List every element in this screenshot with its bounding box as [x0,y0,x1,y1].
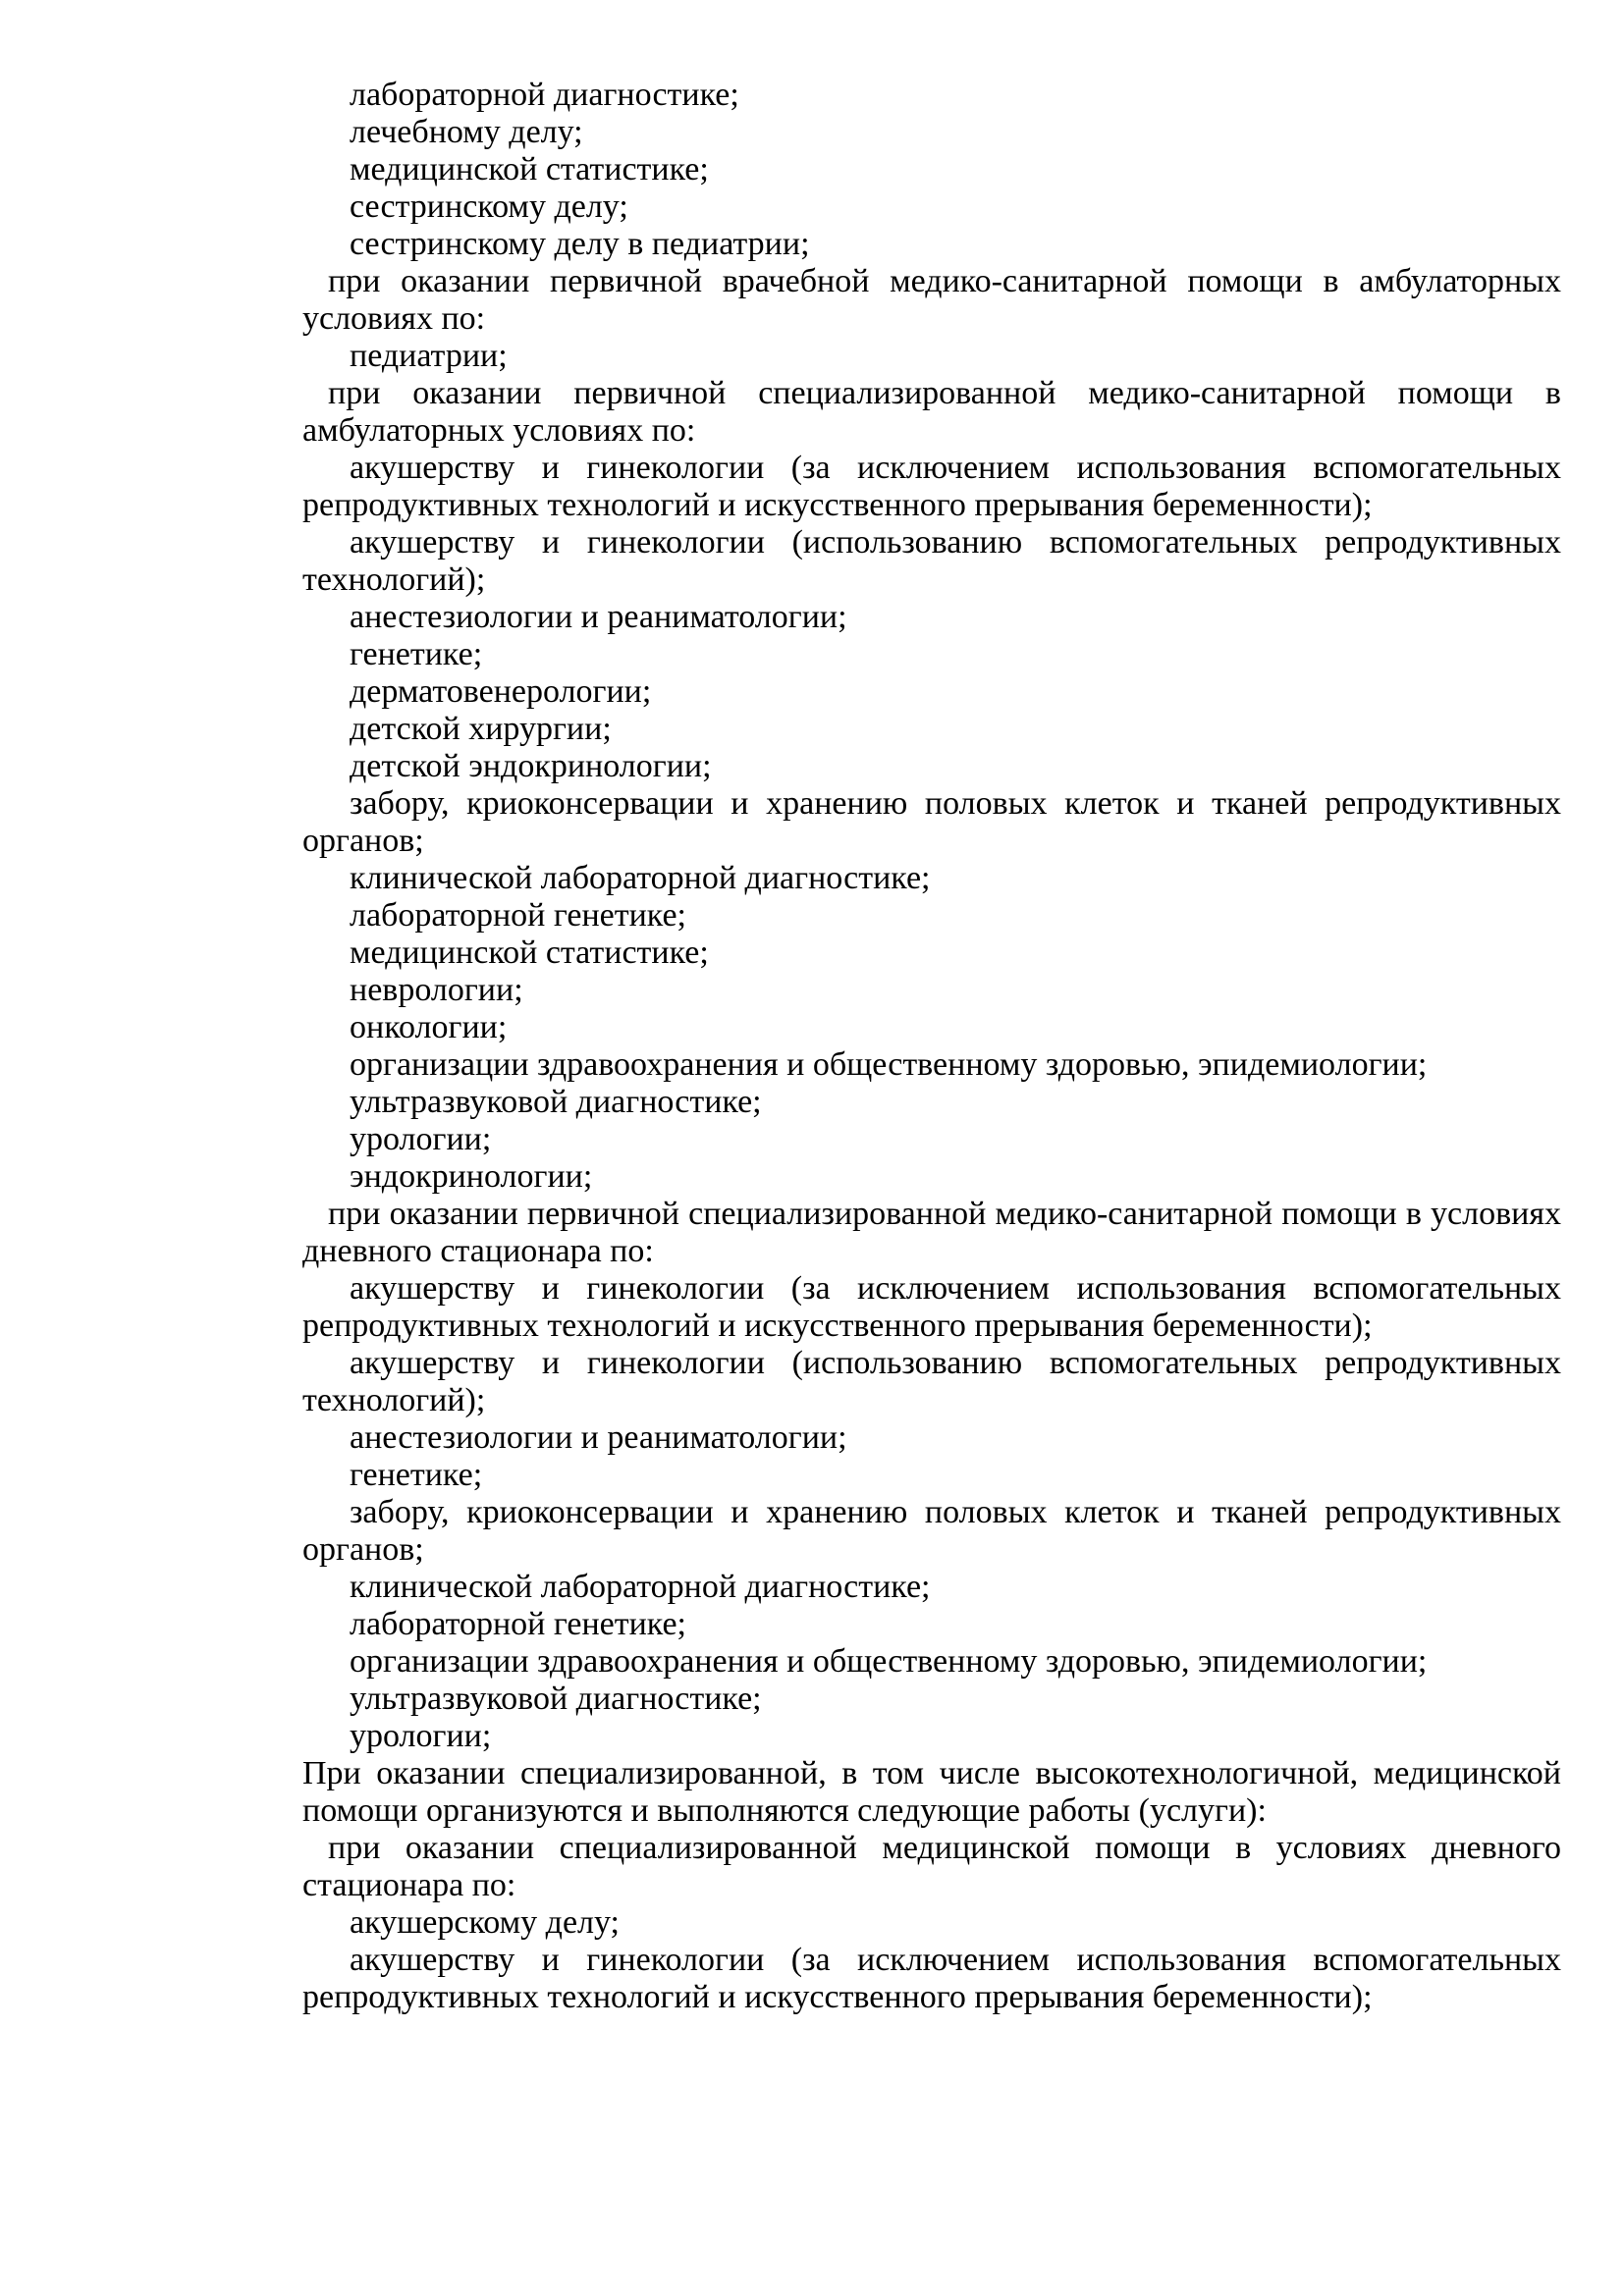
text-line: акушерству и гинекологии (за исключением использования вспомогательных [350,1942,1561,1978]
paragraph [302,785,1561,860]
text-line: лабораторной генетике; [350,1606,687,1642]
paragraph [302,1270,1561,1345]
paragraph [302,226,1561,263]
text-line: организации здравоохранения и общественному здоровью, эпидемиологии; [350,1643,1428,1680]
paragraph [302,1942,1561,2016]
paragraph [302,934,1561,972]
text-line: помощи организуются и выполняются следующие работы (услуги): [302,1792,1267,1829]
paragraph [302,1904,1561,1942]
paragraph [302,114,1561,151]
paragraph [302,1084,1561,1121]
paragraph [302,1158,1561,1196]
text-line: ультразвуковой диагностике; [350,1084,762,1120]
text-line: органов; [302,823,424,859]
paragraph [302,636,1561,673]
text-line: акушерскому делу; [350,1904,621,1941]
text-line: лабораторной диагностике; [350,77,739,113]
paragraph [302,1494,1561,1569]
text-line: репродуктивных технологий и искусственного прерывания беременности); [302,487,1373,523]
text-line: при оказании специализированной медицинской помощи в условиях дневного [328,1830,1561,1866]
text-line: акушерству и гинекологии (использованию вспомогательных репродуктивных [350,1345,1561,1381]
paragraph [302,748,1561,785]
paragraph [302,1830,1561,1904]
text-line: дерматовенерологии; [350,673,652,710]
paragraph [302,897,1561,934]
text-line: детской хирургии; [350,711,612,747]
paragraph [302,151,1561,188]
text-line: технологий); [302,1382,486,1418]
paragraph [302,972,1561,1009]
text-line: онкологии; [350,1009,508,1045]
paragraph [302,1345,1561,1419]
paragraph [302,524,1561,599]
text-line: ультразвуковой диагностике; [350,1681,762,1717]
text-line: педиатрии; [350,338,508,374]
text-line: репродуктивных технологий и искусственного прерывания беременности); [302,1308,1373,1344]
paragraph [302,450,1561,524]
paragraph [302,1046,1561,1084]
paragraph [302,1643,1561,1681]
text-line: акушерству и гинекологии (за исключением использования вспомогательных [350,1270,1561,1307]
paragraph [302,1419,1561,1457]
text-line: генетике; [350,1457,483,1493]
paragraph [302,1569,1561,1606]
paragraph [302,375,1561,450]
paragraph [302,1009,1561,1046]
text-line: лечебному делу; [350,114,583,150]
text-line: органов; [302,1531,424,1568]
text-line: стационара по: [302,1867,516,1903]
paragraph [302,1606,1561,1643]
text-line: амбулаторных условиях по: [302,412,696,449]
text-line: урологии; [350,1121,492,1157]
text-line: акушерству и гинекологии (за исключением использования вспомогательных [350,450,1561,486]
paragraph [302,860,1561,897]
paragraph [302,599,1561,636]
paragraph [302,1121,1561,1158]
text-line: медицинской статистике; [350,934,709,971]
text-line: медицинской статистике; [350,151,709,187]
paragraph [302,1718,1561,1755]
paragraph [302,1196,1561,1270]
text-line: урологии; [350,1718,492,1754]
text-line: при оказании первичной специализированной медико-санитарной помощи в условиях [328,1196,1561,1232]
text-line: при оказании первичной специализированной медико-санитарной помощи в [328,375,1561,411]
paragraph [302,77,1561,114]
text-line: сестринскому делу; [350,188,628,225]
text-line: анестезиологии и реаниматологии; [350,599,847,635]
paragraph [302,1457,1561,1494]
text-line: дневного стационара по: [302,1233,654,1269]
text-line: условиях по: [302,300,486,337]
text-line: генетике; [350,636,483,672]
text-line: забору, криоконсервации и хранению половых клеток и тканей репродуктивных [350,785,1561,822]
text-line: забору, криоконсервации и хранению половых клеток и тканей репродуктивных [350,1494,1561,1530]
text-line: При оказании специализированной, в том числе высокотехнологичной, медицинской [302,1755,1561,1791]
text-line: неврологии; [350,972,523,1008]
paragraph [302,1755,1561,1830]
paragraph [302,711,1561,748]
text-line: лабораторной генетике; [350,897,687,934]
text-line: анестезиологии и реаниматологии; [350,1419,847,1456]
text-line: организации здравоохранения и общественному здоровью, эпидемиологии; [350,1046,1428,1083]
text-line: при оказании первичной врачебной медико-санитарной помощи в амбулаторных [328,263,1561,299]
paragraph [302,263,1561,338]
text-line: сестринскому делу в педиатрии; [350,226,810,262]
text-line: репродуктивных технологий и искусственного прерывания беременности); [302,1979,1373,2015]
text-line: клинической лабораторной диагностике; [350,860,931,896]
paragraph [302,1681,1561,1718]
text-line: эндокринологии; [350,1158,593,1195]
text-line: акушерству и гинекологии (использованию вспомогательных репродуктивных [350,524,1561,561]
paragraph [302,673,1561,711]
text-line: клинической лабораторной диагностике; [350,1569,931,1605]
document-body [302,77,1561,2016]
paragraph [302,188,1561,226]
paragraph [302,338,1561,375]
text-line: технологий); [302,561,486,598]
text-line: детской эндокринологии; [350,748,712,784]
